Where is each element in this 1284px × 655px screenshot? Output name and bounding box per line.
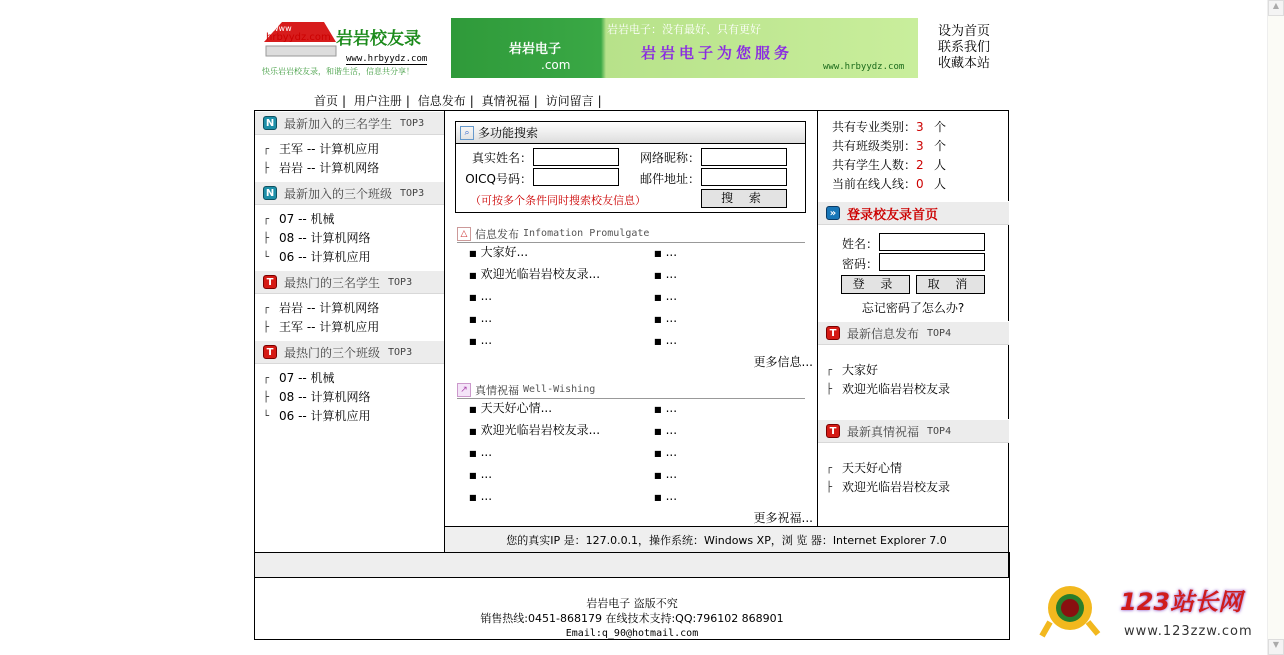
ip-info-bar: 您的真实IP 是：127.0.0.1，操作系统：Windows XP，浏 览 器：Internet Explorer 7.0 (445, 526, 1008, 552)
list-item[interactable]: ├ 欢迎光临岩岩校友录 (826, 380, 1009, 399)
contact-info: 销售热线:0451-868179 在线技术支持:QQ:796102 868901 (480, 612, 784, 625)
wish-icon: ↗ (457, 383, 471, 397)
stat-row: 共有专业类别：3 个 (832, 120, 947, 134)
nav-wishes[interactable]: 真情祝福 (481, 94, 530, 108)
new-badge-icon: N (263, 116, 277, 130)
tree-branch-icon: ┌ (826, 365, 833, 376)
vertical-scrollbar[interactable] (1267, 0, 1284, 655)
bullet-icon: ■ (469, 315, 477, 324)
more-info-link[interactable]: 更多信息... (753, 355, 813, 369)
main-nav: 首页 | 用户注册 | 信息发布 | 真情祝福 | 访问留言 | (314, 94, 602, 108)
search-panel: ⌕ 多功能搜索 真实姓名： 网络昵称： OICQ号码： 邮件地址： （可按多个条件同时搜索校友信息） 搜 索 (455, 121, 806, 213)
tree-branch-icon: ┌ (263, 303, 270, 314)
info-item[interactable]: ■ ... (654, 333, 678, 347)
info-item[interactable]: ■ ... (654, 245, 678, 259)
section-list (255, 205, 444, 270)
info-item[interactable]: ■ ... (469, 333, 493, 347)
footer (254, 578, 1010, 640)
bullet-icon: ■ (469, 249, 477, 258)
login-form: 姓名： 密码： 登 录 取 消 忘记密码了怎么办? (818, 225, 1009, 321)
divider-bar (254, 552, 1010, 578)
info-item[interactable]: ■ ... (654, 289, 678, 303)
bookmark-link[interactable]: 收藏本站 (938, 56, 991, 71)
real-name-input[interactable] (533, 148, 619, 166)
section-header: T 最热门的三个班级 TOP3 (255, 340, 444, 364)
info-item[interactable]: ■ ... (469, 289, 493, 303)
list-item[interactable]: ├ 08 -- 计算机网络 (263, 388, 444, 407)
tree-branch-icon: ├ (263, 163, 270, 174)
right-sidebar (817, 111, 1009, 526)
bullet-icon: ■ (654, 449, 662, 458)
wish-item[interactable]: ■ ... (469, 445, 493, 459)
info-item[interactable]: ■ ... (654, 267, 678, 281)
info-list (469, 243, 809, 353)
hot-badge-icon: T (263, 275, 277, 289)
list-item[interactable]: ┌ 大家好 (826, 361, 1009, 380)
email: Email:q_90@hotmail.com (565, 628, 699, 639)
info-section-title: △ 信息发布 Infomation Promulgate (457, 225, 805, 243)
bullet-icon: ■ (469, 427, 477, 436)
double-arrow-icon: » (826, 206, 840, 220)
forgot-password-link[interactable]: 忘记密码了怎么办? (861, 301, 965, 315)
bullet-icon: ■ (654, 493, 662, 502)
email-input[interactable] (701, 168, 787, 186)
search-hint: （可按多个条件同时搜索校友信息） (470, 194, 646, 207)
hot-badge-icon: T (826, 424, 840, 438)
more-wishes-link[interactable]: 更多祝福... (753, 511, 813, 525)
stats-panel (818, 111, 1009, 201)
bullet-icon: ■ (654, 471, 662, 480)
hot-badge-icon: T (263, 345, 277, 359)
wish-item[interactable]: ■ ... (654, 489, 678, 503)
latest-wish-header: T 最新真情祝福 TOP4 (818, 419, 1009, 443)
login-header: » 登录校友录首页 (818, 201, 1009, 225)
site-logo[interactable]: www hrbyydz.com 岩岩校友录 www.hrbyydz.com 快乐岩岩校友录，和谐生活，信息共分享！ (260, 18, 438, 78)
tree-branch-icon: ├ (826, 482, 833, 493)
bullet-icon: ■ (469, 449, 477, 458)
mascot-eye-icon (1036, 582, 1106, 642)
banner[interactable]: 岩岩电子 .com 岩岩电子：没有最好、只有更好 岩岩电子为您服务 www.hrbyydz.com (451, 18, 918, 78)
bullet-icon: ■ (469, 271, 477, 280)
wish-item[interactable]: ■ ... (654, 467, 678, 481)
section-header: N 最新加入的三名学生 TOP3 (255, 111, 444, 135)
search-button[interactable]: 搜 索 (701, 189, 787, 208)
list-item[interactable]: └ 06 -- 计算机应用 (263, 248, 444, 267)
nickname-input[interactable] (701, 148, 787, 166)
bullet-icon: ■ (654, 337, 662, 346)
tree-branch-icon: ┌ (826, 463, 833, 474)
oicq-input[interactable] (533, 168, 619, 186)
wish-item[interactable]: ■ ... (654, 401, 678, 415)
left-sidebar (255, 111, 445, 552)
tree-branch-icon: ┌ (263, 144, 270, 155)
info-item[interactable]: ■ 大家好... (469, 245, 529, 259)
nav-register[interactable]: 用户注册 (353, 94, 402, 108)
list-item[interactable]: ├ 欢迎光临岩岩校友录 (826, 478, 1009, 497)
stat-row: 当前在线人线：0 人 (832, 177, 947, 191)
main-container (254, 110, 1009, 553)
tree-branch-icon: ┌ (263, 373, 270, 384)
bullet-icon: ■ (654, 315, 662, 324)
contact-us-link[interactable]: 联系我们 (938, 40, 991, 55)
nav-home[interactable]: 首页 (314, 94, 339, 108)
login-name-input[interactable] (879, 233, 985, 251)
watermark: 123站长网 www.123zzw.com (1036, 582, 1266, 644)
bullet-icon: ■ (469, 493, 477, 502)
tree-branch-icon: └ (263, 411, 270, 422)
list-item[interactable]: ┌ 岩岩 -- 计算机网络 (263, 299, 444, 318)
tree-branch-icon: ├ (263, 233, 270, 244)
list-item[interactable]: ┌ 王军 -- 计算机应用 (263, 140, 444, 159)
wish-item[interactable]: ■ ... (654, 445, 678, 459)
info-item[interactable]: ■ ... (654, 311, 678, 325)
bullet-icon: ■ (469, 337, 477, 346)
bullet-icon: ■ (654, 405, 662, 414)
section-list (255, 364, 444, 429)
top-links (938, 24, 990, 72)
wish-section-title: ↗ 真情祝福 Well-Wishing (457, 381, 805, 399)
wish-item[interactable]: ■ 天天好心情... (469, 401, 553, 415)
copyright: 岩岩电子 盗版不究 (586, 597, 678, 610)
latest-info-header: T 最新信息发布 TOP4 (818, 321, 1009, 345)
new-badge-icon: N (263, 186, 277, 200)
bullet-icon: ■ (654, 271, 662, 280)
info-item[interactable]: ■ 欢迎光临岩岩校友录... (469, 267, 601, 281)
latest-wish-list (818, 443, 1009, 500)
wish-list (469, 399, 809, 509)
bullet-icon: ■ (654, 293, 662, 302)
list-item[interactable]: ├ 08 -- 计算机网络 (263, 229, 444, 248)
bullet-icon: ■ (654, 427, 662, 436)
bullet-icon: ■ (469, 293, 477, 302)
tree-branch-icon: ├ (263, 322, 270, 333)
list-item[interactable]: └ 06 -- 计算机应用 (263, 407, 444, 426)
wish-item[interactable]: ■ ... (469, 489, 493, 503)
bullet-icon: ■ (469, 405, 477, 414)
list-item[interactable]: ┌ 天天好心情 (826, 459, 1009, 478)
hot-badge-icon: T (826, 326, 840, 340)
stat-row: 共有班级类别：3 个 (832, 139, 947, 153)
tree-branch-icon: ├ (826, 384, 833, 395)
wish-item[interactable]: ■ ... (469, 467, 493, 481)
search-title: 多功能搜索 (478, 126, 539, 140)
wish-item[interactable]: ■ 欢迎光临岩岩校友录... (469, 423, 601, 437)
login-button[interactable]: 登 录 (841, 275, 910, 294)
list-item[interactable]: ├ 王军 -- 计算机应用 (263, 318, 444, 337)
center-column (445, 111, 817, 526)
section-header: T 最热门的三名学生 TOP3 (255, 270, 444, 294)
nav-info[interactable]: 信息发布 (417, 94, 466, 108)
latest-info-list (818, 345, 1009, 419)
section-header: N 最新加入的三个班级 TOP3 (255, 181, 444, 205)
section-list (255, 294, 444, 340)
info-icon: △ (457, 227, 471, 241)
list-item[interactable]: ├ 岩岩 -- 计算机网络 (263, 159, 444, 178)
nav-guestbook[interactable]: 访问留言 (545, 94, 594, 108)
search-icon: ⌕ (460, 126, 474, 140)
list-item[interactable]: ┌ 07 -- 机械 (263, 369, 444, 388)
tree-branch-icon: ┌ (263, 214, 270, 225)
login-password-input[interactable] (879, 253, 985, 271)
wish-item[interactable]: ■ ... (654, 423, 678, 437)
set-homepage-link[interactable]: 设为首页 (938, 24, 991, 39)
section-list (255, 135, 444, 181)
stat-row: 共有学生人数：2 人 (832, 158, 947, 172)
list-item[interactable]: ┌ 07 -- 机械 (263, 210, 444, 229)
scroll-up-icon[interactable]: ▲ (1268, 0, 1284, 16)
tree-branch-icon: ├ (263, 392, 270, 403)
bullet-icon: ■ (469, 471, 477, 480)
bullet-icon: ■ (654, 249, 662, 258)
cancel-button[interactable]: 取 消 (916, 275, 985, 294)
tree-branch-icon: └ (263, 252, 270, 263)
info-item[interactable]: ■ ... (469, 311, 493, 325)
scroll-down-icon[interactable]: ▼ (1268, 639, 1284, 655)
